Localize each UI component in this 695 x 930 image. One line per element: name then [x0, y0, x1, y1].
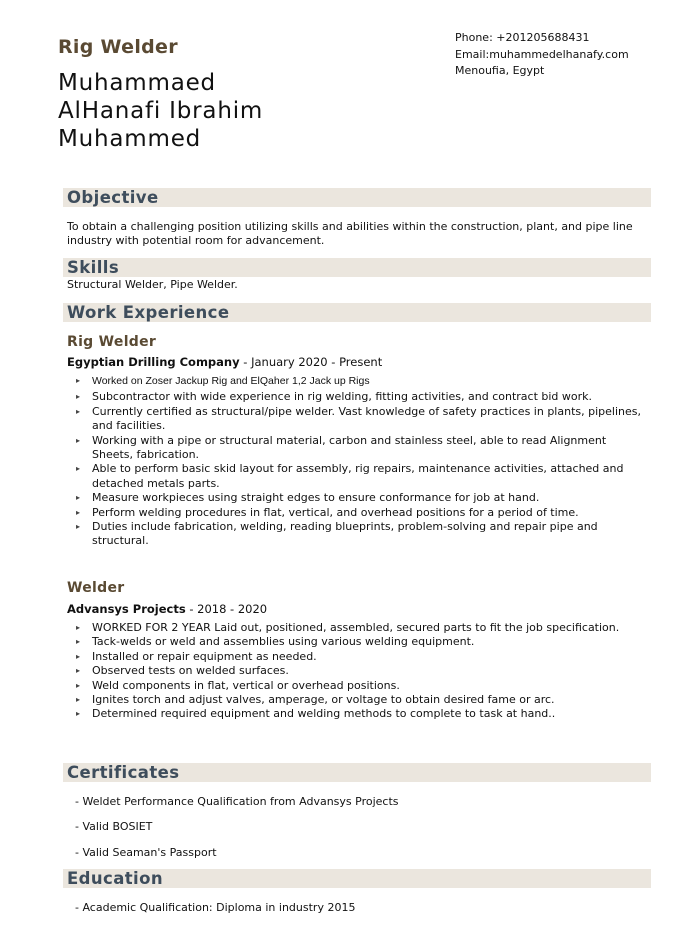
bullet-icon: ▸: [76, 623, 81, 632]
bullet-icon: ▸: [76, 709, 81, 719]
bullet-icon: ▸: [76, 651, 81, 661]
job-bullet-list: [76, 621, 646, 722]
list-item: ▸ Currently certified as structural/pipe welder. Vast knowledge of safety practices in plants, pipelines, and facilities.: [76, 404, 641, 433]
list-item: ▸ Measure workpieces using straight edges to ensure conformance for job at hand.: [76, 491, 540, 505]
list-item: ▸ Determined required equipment and welding methods to complete to task at hand..: [76, 707, 556, 721]
contact-email: Email:muhammedelhanafy.com: [455, 47, 629, 61]
list-item: ▸ Able to perform basic skid layout for assembly, rig repairs, maintenance activities, attached and detached metals parts.: [76, 462, 624, 490]
list-item: ▸ Worked on Zoser Jackup Rig and ElQaher 1,2 Jack up Rigs: [76, 375, 370, 387]
list-item: ▸ Duties include fabrication, welding, reading blueprints, problem-solving and repair pipe and structural.: [76, 520, 598, 548]
list-item: ▸ Ignites torch and adjust valves, amperage, or voltage to obtain desired fame or arc.: [76, 693, 555, 707]
bullet-icon: ▸: [76, 464, 81, 474]
bullet-icon: ▸: [76, 637, 81, 647]
list-item: ▸ Installed or repair equipment as needed.: [76, 649, 317, 663]
job-dates: - 2018 - 2020: [185, 602, 268, 616]
education-item: - Academic Qualification: Diploma in industry 2015: [75, 901, 356, 914]
job-company: Advansys Projects: [67, 602, 186, 616]
contact-phone: Phone: +201205688431: [455, 31, 590, 44]
bullet-icon: ▸: [76, 666, 81, 676]
bullet-icon: ▸: [76, 392, 81, 402]
skills-text: Structural Welder, Pipe Welder.: [67, 278, 238, 291]
header-job-title: Rig Welder: [58, 36, 178, 58]
certificate-item: - Valid BOSIET: [75, 820, 153, 833]
name-line-3: Muhammed: [58, 126, 202, 152]
skills-heading: Skills: [67, 258, 120, 277]
bullet-icon: ▸: [76, 406, 81, 416]
job-role: Rig Welder: [67, 334, 157, 350]
job-company-line: [67, 355, 382, 369]
list-item: ▸ Working with a pipe or structural material, carbon and stainless steel, able to read Alignment Sheets, fabrication.: [76, 433, 607, 462]
list-item: ▸ Tack-welds or weld and assemblies using various welding equipment.: [76, 635, 475, 649]
job-company: Egyptian Drilling Company: [67, 355, 240, 369]
certificate-item: - Weldet Performance Qualification from Advansys Projects: [75, 795, 399, 808]
bullet-icon: ▸: [76, 376, 81, 385]
list-item: ▸ Observed tests on welded surfaces.: [76, 664, 289, 678]
list-item: ▸ WORKED FOR 2 YEAR Laid out, positioned, assembled, secured parts to fit the job specification.: [76, 621, 620, 634]
job-company-line: [67, 602, 267, 616]
list-item: ▸ Subcontractor with wide experience in rig welding, fitting activities, and contract bid work.: [76, 390, 593, 404]
certificates-heading: Certificates: [67, 763, 180, 782]
header-full-name: [58, 69, 358, 153]
bullet-icon: ▸: [76, 493, 81, 503]
bullet-icon: ▸: [76, 435, 81, 445]
skills-section-bar: [63, 258, 651, 277]
work-experience-heading: Work Experience: [67, 303, 230, 322]
education-heading: Education: [67, 869, 163, 888]
objective-text: To obtain a challenging position utilizing skills and abilities within the construction, plant, and pipe line industry with potential room for advancement.: [67, 220, 633, 247]
name-line-2: AlHanafi Ibrahim: [58, 98, 264, 124]
objective-heading: Objective: [67, 188, 159, 207]
bullet-icon: ▸: [76, 680, 81, 690]
job-role: Welder: [67, 580, 125, 596]
bullet-icon: ▸: [76, 695, 81, 705]
list-item: ▸ Weld components in flat, vertical or overhead positions.: [76, 678, 400, 692]
certificate-item: - Valid Seaman's Passport: [75, 846, 217, 859]
job-bullet-list: [76, 374, 646, 549]
contact-location: Menoufia, Egypt: [455, 64, 545, 77]
bullet-icon: ▸: [76, 507, 81, 517]
job-dates: - January 2020 - Present: [239, 355, 383, 369]
bullet-icon: ▸: [76, 522, 81, 532]
list-item: ▸ Perform welding procedures in flat, vertical, and overhead positions for a period of time.: [76, 505, 579, 519]
contact-block: [455, 30, 629, 80]
name-line-1: Muhammaed: [58, 70, 216, 96]
